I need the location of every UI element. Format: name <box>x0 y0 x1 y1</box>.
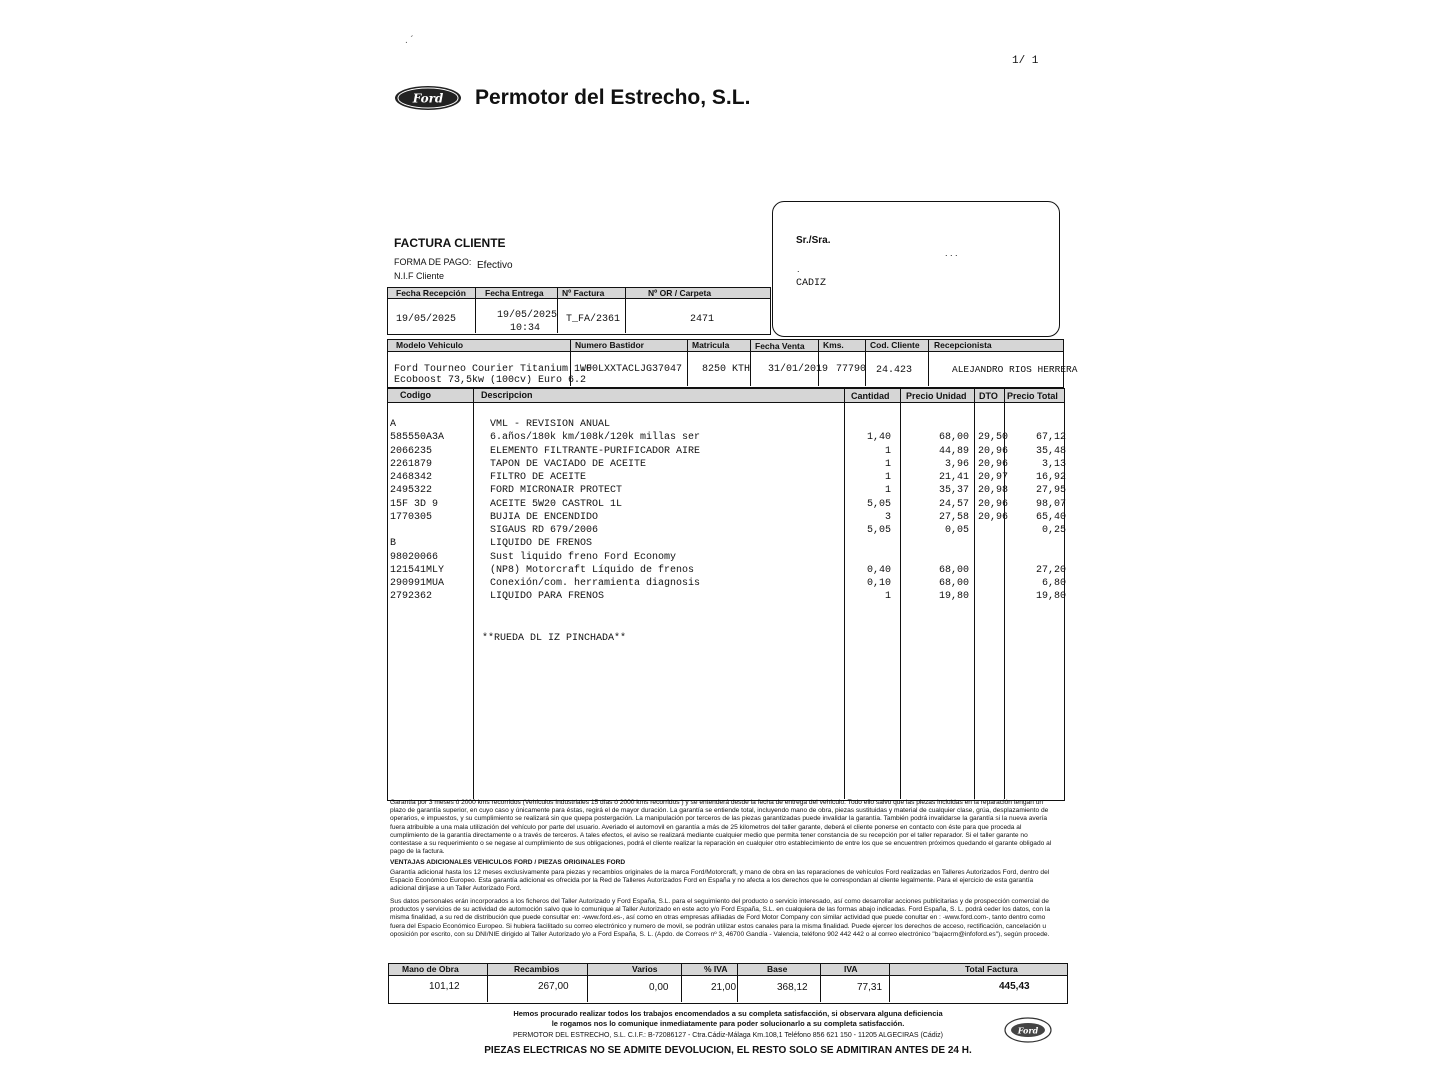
item-quantity: 1 <box>884 591 891 603</box>
recipient-mark: . <box>797 264 800 274</box>
item-description: FILTRO DE ACEITE <box>490 472 587 483</box>
header-discount: DTO <box>979 391 998 401</box>
item-code: 585550A3A <box>390 432 445 444</box>
item-quantity: 1 <box>884 445 891 457</box>
table-row <box>0 498 1440 511</box>
table-row <box>0 524 1440 537</box>
item-code: 2468342 <box>390 472 433 483</box>
item-total: 19,80 <box>1035 591 1066 603</box>
table-row <box>0 431 1440 444</box>
item-quantity: 1 <box>884 472 891 483</box>
item-unit-price: 68,00 <box>938 578 969 589</box>
item-description: BUJIA DE ENCENDIDO <box>490 511 599 523</box>
item-unit-price: 27,58 <box>938 511 969 523</box>
header-total-price: Precio Total <box>1007 391 1058 401</box>
item-quantity: 1 <box>884 458 891 470</box>
vehicle-model-line2: Ecoboost 73,5kw (100cv) Euro 6.2 <box>394 375 587 385</box>
item-discount: 20,96 <box>977 498 1008 510</box>
header-parts: Recambios <box>514 964 560 974</box>
item-unit-price: 0,05 <box>944 525 969 536</box>
item-description: FORD MICRONAIR PROTECT <box>490 485 623 497</box>
company-name: Permotor del Estrecho, S.L. <box>475 86 751 109</box>
privacy-text: Sus datos personales erán incorporados a los ficheros del Taller Autorizado y Ford España, S.L. para el seguimiento del producto o servicio interesado, así como desarrollar acciones publicitarias y de prospección comercial de productos y servicios de su actividad de automoción salvo que lo comunique al Taller Autorizado en este acto y/o Ford España, S.L. en cualquiera de las formas abajo indicadas. Ford España, S. L. podrá ceder los datos, con la misma finalidad, a su red de distribución que puede consultar en: -www.ford.es-, así como en otras empresas afiliadas de Ford Motor Company con similar actividad que puede conultar en : -www.ford.com-, tanto dentro como fuera del Espacio Económico Europeo. Si hubiera facilitado su correo electrónico y numero de movil, se podrán utilizar estos canales para la misma finalidad. Puede ejercer los derechos de acceso, rectificación, cancelación u oposición por escrito, con su DNI/NIE dirigido al Taller Autorizado y/o a Ford España, S. L. (Apdo. de Correos nº 3, 46700 Gandía - Valencia, teléfono 902 442 442 o al correo electrónico "bajacrm@infoford.es"), según procede. <box>390 898 1051 938</box>
table-row <box>0 511 1440 524</box>
header-unit-price: Precio Unidad <box>906 391 967 401</box>
item-total: 0,25 <box>1041 525 1066 536</box>
header-labor: Mano de Obra <box>402 964 459 974</box>
header-model: Modelo Vehiculo <box>396 340 464 350</box>
vehicle-vin: WF0LXXTACLJG37047 <box>580 364 683 375</box>
table-row <box>0 484 1440 497</box>
item-code: 1770305 <box>390 511 433 523</box>
item-quantity: 1,40 <box>866 432 891 444</box>
recipient-city: CADIZ <box>796 278 827 289</box>
item-total: 3,13 <box>1041 458 1066 470</box>
item-code: 98020066 <box>390 551 439 563</box>
item-total: 35,48 <box>1035 445 1066 457</box>
total-base: 368,12 <box>777 982 808 993</box>
item-code: 2066235 <box>390 445 433 457</box>
header-or: Nº OR / Carpeta <box>648 288 712 298</box>
table-row <box>0 458 1440 471</box>
footer-line2: le rogamos nos lo comunique inmediatamente para poder solucionarlo a su completa satisfacción. <box>551 1019 905 1028</box>
item-description: LIQUIDO PARA FRENOS <box>490 591 605 603</box>
recipient-box <box>772 201 1060 337</box>
item-description: 6.años/180k km/108k/120k millas ser <box>490 432 701 444</box>
recipient-dots: . . . <box>945 248 958 258</box>
vehicle-kms: 77790 <box>836 364 867 375</box>
header-invoice-total: Total Factura <box>965 964 1018 974</box>
total-vat: 77,31 <box>857 982 883 993</box>
client-code: 24.423 <box>876 365 913 376</box>
or-number: 2471 <box>690 314 715 325</box>
item-code: 2261879 <box>390 458 433 470</box>
payment-value: Efectivo <box>477 260 513 271</box>
item-unit-price: 21,41 <box>938 472 969 483</box>
header-sale-date: Fecha Venta <box>755 341 805 351</box>
item-description: ELEMENTO FILTRANTE-PURIFICADOR AIRE <box>490 445 701 457</box>
vehicle-model-line1: Ford Tourneo Courier Titanium 1.0 <box>394 364 593 375</box>
table-row <box>0 577 1440 590</box>
item-quantity: 3 <box>884 511 891 523</box>
total-misc: 0,00 <box>649 982 669 993</box>
item-discount: 20,96 <box>977 445 1008 457</box>
item-unit-price: 24,57 <box>938 498 969 510</box>
item-quantity: 5,05 <box>866 498 891 510</box>
header-reception: Fecha Recepción <box>396 288 466 298</box>
item-unit-price: 3,96 <box>944 458 969 470</box>
header-plate: Matricula <box>692 340 730 350</box>
item-quantity: 5,05 <box>866 525 891 536</box>
ford-logo <box>393 84 463 112</box>
recipient-label: Sr./Sra. <box>796 235 831 246</box>
table-row <box>0 471 1440 484</box>
item-discount: 20,97 <box>977 472 1008 483</box>
item-quantity: 1 <box>884 485 891 497</box>
table-row <box>0 564 1440 577</box>
item-code: 290991MUA <box>390 578 445 589</box>
ford-stamp <box>1003 1015 1053 1045</box>
header-code: Codigo <box>400 390 431 400</box>
header-invoice-no: Nº Factura <box>562 288 605 298</box>
item-description: TAPON DE VACIADO DE ACEITE <box>490 458 647 470</box>
item-description: SIGAUS RD 679/2006 <box>490 525 599 536</box>
header-delivery: Fecha Entrega <box>485 288 544 298</box>
invoice-title: FACTURA CLIENTE <box>394 236 506 250</box>
item-description: (NP8) Motorcraft Líquido de frenos <box>490 564 695 576</box>
ford-stamp-text: Ford <box>1017 1025 1039 1036</box>
header-vat-pct: % IVA <box>704 964 728 974</box>
header-quantity: Cantidad <box>851 391 890 401</box>
item-code: 121541MLY <box>390 564 445 576</box>
item-discount: 29,50 <box>977 432 1008 444</box>
delivery-time: 10:34 <box>510 323 541 334</box>
item-total: 27,95 <box>1035 485 1066 497</box>
item-description: Conexión/com. herramienta diagnosis <box>490 578 701 589</box>
item-total: 16,92 <box>1035 472 1066 483</box>
item-discount: 20,96 <box>977 458 1008 470</box>
item-discount: 20,98 <box>977 485 1008 497</box>
total-parts: 267,00 <box>538 981 569 992</box>
payment-label: FORMA DE PAGO: <box>394 257 472 267</box>
ford-logo-text: Ford <box>412 91 444 106</box>
item-quantity: 0,40 <box>866 564 891 576</box>
header-client-code: Cod. Cliente <box>870 340 920 350</box>
vehicle-sale-date: 31/01/2019 <box>768 364 829 375</box>
total-labor: 101,12 <box>429 981 460 992</box>
footer-returns: PIEZAS ELECTRICAS NO SE ADMITE DEVOLUCION, EL RESTO SOLO SE ADMITIRAN ANTES DE 24 H. <box>484 1045 972 1056</box>
item-total: 98,07 <box>1035 498 1066 510</box>
item-code: A <box>390 419 397 430</box>
header-kms: Kms. <box>823 340 844 350</box>
table-row <box>0 418 1440 431</box>
item-description: Sust liquido freno Ford Economy <box>490 551 677 563</box>
header-base: Base <box>767 964 788 974</box>
item-code: 2495322 <box>390 485 433 497</box>
item-unit-price: 35,37 <box>938 485 969 497</box>
nif-label: N.I.F Cliente <box>394 271 445 281</box>
item-total: 27,20 <box>1035 564 1066 576</box>
delivery-date: 19/05/2025 <box>497 310 558 321</box>
total-vat-pct: 21,00 <box>711 982 737 993</box>
header-misc: Varios <box>632 964 658 974</box>
footer-address: PERMOTOR DEL ESTRECHO, S.L. C.I.F.: B-72086127 - Ctra.Cádiz-Málaga Km.108,1 Teléfono 856 621 150 - 11205 ALGECIRAS (Cádiz) <box>512 1032 944 1039</box>
invoice-total: 445,43 <box>999 981 1030 992</box>
item-description: LIQUIDO DE FRENOS <box>490 538 593 550</box>
invoice-number: T_FA/2361 <box>566 314 621 325</box>
item-total: 6,80 <box>1041 578 1066 589</box>
table-row <box>0 590 1440 603</box>
item-total: 67,12 <box>1035 432 1066 444</box>
page-number: 1/ 1 <box>1012 55 1039 67</box>
item-description: ACEITE 5W20 CASTROL 1L <box>490 498 623 510</box>
header-vat: IVA <box>844 964 858 974</box>
line-items-note: **RUEDA DL IZ PINCHADA** <box>482 633 627 644</box>
vehicle-plate: 8250 KTH <box>702 364 751 375</box>
warranty-text: Garantía por 3 meses ó 2000 kms recorridos (Vehículos Industriales 15 días ó 2000 kms recorridos ) y se entenderá desde la fecha de entrega del vehículo. Todo ello salvo que las piezas incluidas en la reparación tengan un plazo de garantía superior, en cuyo caso y únicamente para éstas, regirá el de mayor duración. La garantía se entiende total, incluyendo mano de obra, piezas sustituidas y material de cualquier clase, grúa, desplazamiento de operarios, e impuestos, y su cumplimiento se realizará sin que quepa postergación. La manipulación por terceros de las piezas garantizadas puede invalidar la garantía. También podrá invalidarse la garantía si la nueva avería fuera atribuible a una mala utilización del vehículo por parte del usuario. Averiado el automovil en garantía a más de 25 kilometros del taller garante, deberá el cliente ponerse en contacto con éste para que proceda al cumplimiento de la garantía directamente o a través de terceros. A tales efectos, el aviso se realizará mediante cualquier medio que permita tener constancia de su recepción por el taller reparador. Si el taller garante no contestase a su requerimiento o se negase al cumplimiento de sus obligaciones, podrá el cliente realizar la reparación en cualquier otro establecimiento de entre los que se encuentren próximos quedando el garante obligado al pago de la factura. <box>390 799 1052 856</box>
header-description: Descripcion <box>481 390 533 400</box>
scan-marks: . ´ <box>405 35 414 46</box>
table-row <box>0 445 1440 458</box>
item-unit-price: 68,00 <box>938 564 969 576</box>
item-unit-price: 19,80 <box>938 591 969 603</box>
item-unit-price: 44,89 <box>938 445 969 457</box>
advantages-title: VENTAJAS ADICIONALES VEHICULOS FORD / PIEZAS ORIGINALES FORD <box>390 859 626 866</box>
item-quantity: 0,10 <box>866 578 891 589</box>
item-unit-price: 68,00 <box>938 432 969 444</box>
footer-line1: Hemos procurado realizar todos los trabajos encomendados a su completa satisfacción, si observara alguna deficiencia <box>513 1009 943 1018</box>
table-row <box>0 551 1440 564</box>
advantages-text: Garantía adicional hasta los 12 meses exclusivamente para piezas y recambios originales de la marca Ford/Motorcraft, y mano de obra en las reparaciones de vehículos Ford realizadas en Talleres Autorizados Ford, dentro del Espacio Económico Europeo. Esta garantía adicional es ofrecida por la Red de Talleres Autorizados Ford en España y no afecta a los derechos que le correspondan al cliente legalmente. Para el ejercicio de esta garantía adicional diríjase a un Taller Autorizado Ford. <box>390 869 1050 893</box>
item-total: 65,40 <box>1035 511 1066 523</box>
item-discount: 20,96 <box>977 511 1008 523</box>
table-row <box>0 537 1440 550</box>
item-description: VML - REVISION ANUAL <box>490 419 611 430</box>
item-code: 15F 3D 9 <box>390 498 439 510</box>
receptionist-name: ALEJANDRO RIOS HERRERA <box>952 364 1078 375</box>
item-code: 2792362 <box>390 591 433 603</box>
item-code: B <box>390 538 397 550</box>
reception-date: 19/05/2025 <box>396 314 457 325</box>
header-vin: Numero Bastidor <box>575 340 644 350</box>
header-receptionist: Recepcionista <box>934 340 992 350</box>
